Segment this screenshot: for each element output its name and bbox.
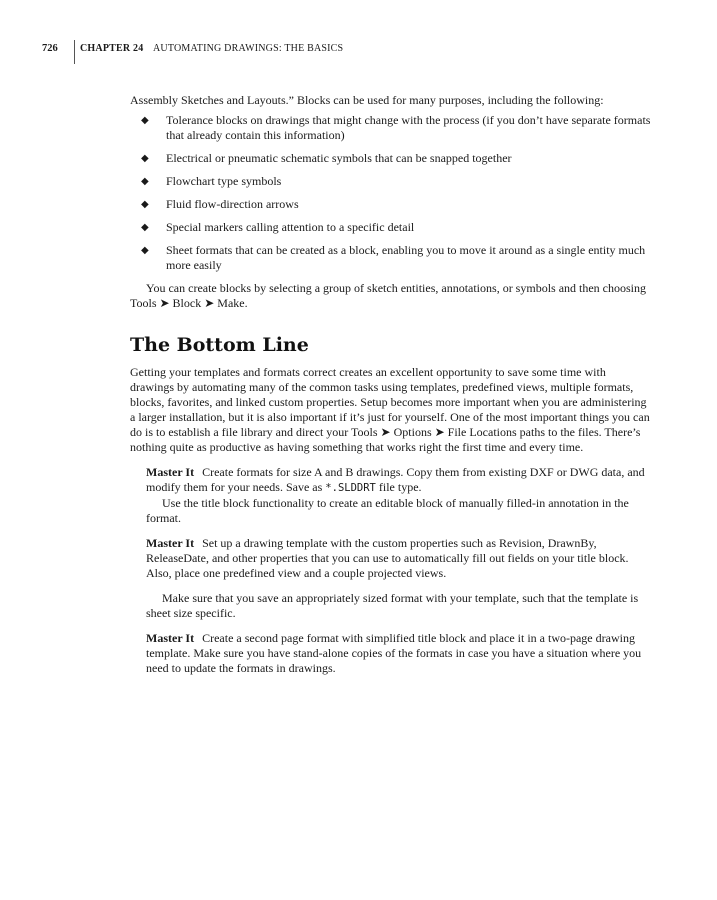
page-number: 726	[42, 43, 58, 54]
bullet-list	[130, 113, 652, 273]
section-heading: The Bottom Line	[130, 334, 309, 356]
list-item-text: Sheet formats that can be created as a block, enabling you to move it around as a single entity much more easily	[166, 243, 646, 272]
running-header	[0, 40, 717, 66]
master-it-1-text	[146, 465, 652, 496]
master-it-1-body: Create formats for size A and B drawings. Copy them from existing DXF or DWG data, and modify them for your needs. Save as	[146, 465, 645, 494]
list-item	[130, 243, 652, 273]
list-item	[130, 220, 652, 235]
master-it-3-body: Create a second page format with simplified title block and place it in a two-page drawing template. Make sure you have stand-alone copies of the formats in case you have a situation where you need to update the formats in drawings.	[146, 631, 642, 675]
diamond-bullet-icon: ◆	[141, 245, 149, 256]
master-it-label: Master It	[146, 536, 195, 550]
intro-paragraph: Assembly Sketches and Layouts.” Blocks can be used for many purposes, including the following:	[130, 93, 604, 107]
master-it-2-text	[146, 536, 652, 581]
chapter-label: CHAPTER 24	[80, 43, 144, 54]
diamond-bullet-icon: ◆	[141, 176, 149, 187]
list-item-text: Tolerance blocks on drawings that might change with the process (if you don’t have separate formats that already contain this information)	[166, 113, 651, 142]
diamond-bullet-icon: ◆	[141, 199, 149, 210]
bottom-line-paragraph: Getting your templates and formats correct creates an excellent opportunity to save some time with drawings by automating many of the common tasks using templates, predefined views, multiple formats, blocks, favorites, and linked custom properties. Setup becomes more important when you are administering a larger installation, but it is also important if it’s just for yourself. One of the most important things you can do is to establish a file library and direct your Tools ➤ Options ➤ File Locations paths to the files. There’s nothing quite as productive as having something that works right the first time and every time.	[130, 365, 650, 454]
diamond-bullet-icon: ◆	[141, 222, 149, 233]
list-item	[130, 151, 652, 166]
list-item	[130, 113, 652, 143]
note-paragraph: Make sure that you save an appropriately sized format with your template, such that the template is sheet size specific.	[146, 591, 639, 620]
list-item-text: Fluid flow-direction arrows	[166, 197, 299, 211]
blocks-paragraph: You can create blocks by selecting a group of sketch entities, annotations, or symbols and then choosing Tools ➤ Block ➤ Make.	[130, 281, 647, 310]
master-it-2	[146, 536, 652, 581]
master-it-2-body: Set up a drawing template with the custom properties such as Revision, DrawnBy, ReleaseDate, and other properties that you can use to automatically fill out fields on your title block. Also, place one predefined view and a couple projected views.	[146, 536, 629, 580]
master-it-label: Master It	[146, 465, 195, 479]
file-extension-code: *.SLDDRT	[325, 482, 376, 494]
list-item	[130, 197, 652, 212]
page-body	[130, 93, 652, 686]
master-it-3-text	[146, 631, 652, 676]
diamond-bullet-icon: ◆	[141, 153, 149, 164]
master-it-1-sub: Use the title block functionality to create an editable block of manually filled-in annotation in the format.	[146, 496, 629, 525]
header-divider	[74, 40, 75, 64]
chapter-title: AUTOMATING DRAWINGS: THE BASICS	[153, 43, 344, 54]
list-item-text: Flowchart type symbols	[166, 174, 282, 188]
master-it-label: Master It	[146, 631, 195, 645]
list-item-text: Special markers calling attention to a specific detail	[166, 220, 415, 234]
diamond-bullet-icon: ◆	[141, 115, 149, 126]
list-item	[130, 174, 652, 189]
master-it-3	[146, 631, 652, 676]
master-it-1	[146, 465, 652, 526]
list-item-text: Electrical or pneumatic schematic symbols that can be snapped together	[166, 151, 512, 165]
master-it-1-tail: file type.	[375, 480, 422, 494]
